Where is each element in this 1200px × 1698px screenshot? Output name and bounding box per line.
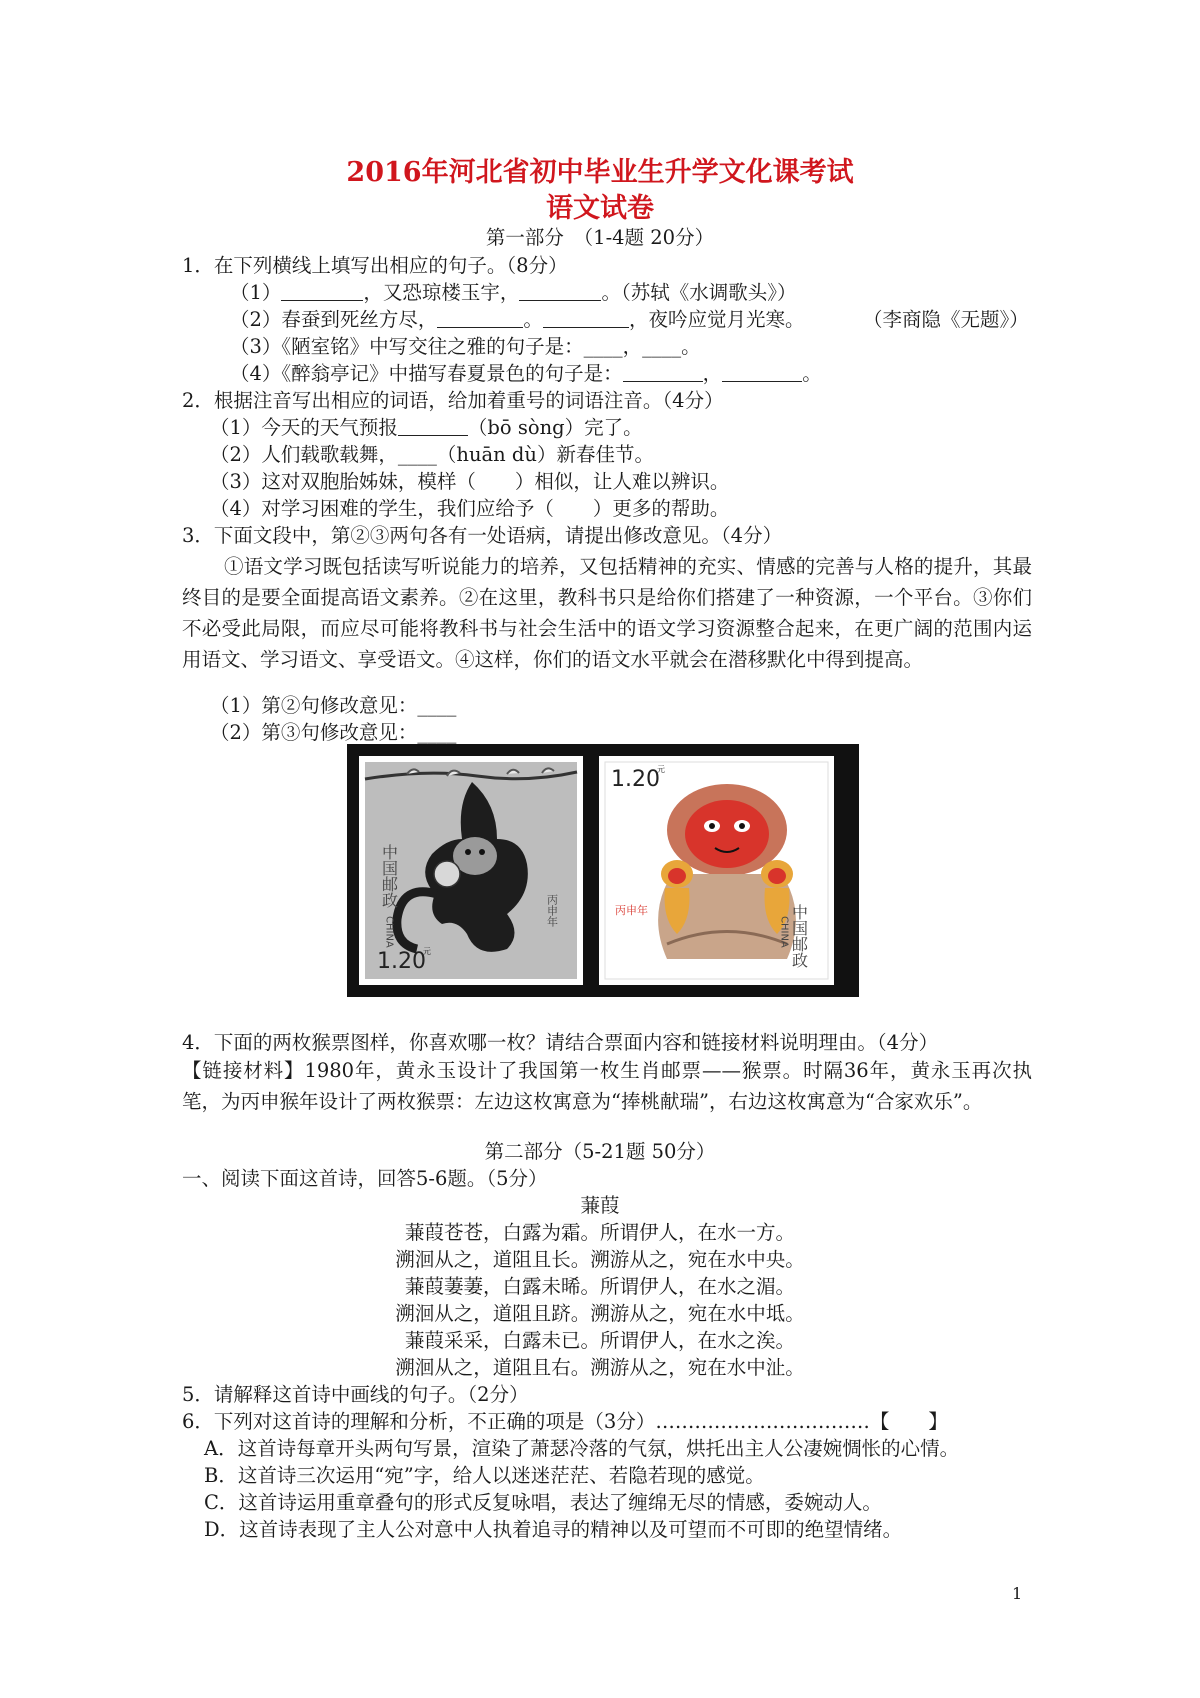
poem-line: 溯洄从之，道阻且跻。溯游从之，宛在水中坻。: [395, 1302, 805, 1325]
q2-item2: （2）人们载歌载舞，____（huān dù）新春佳节。: [210, 443, 654, 466]
q4-material: 【链接材料】1980年，黄永玉设计了我国第一枚生肖邮票——猴票。时隔36年，黄永玉再次执笔，为丙申猴年设计了两枚猴票：左边这枚寓意为“捧桃献瑞”，右边这枚寓意为“合家欢乐”。: [182, 1059, 1032, 1113]
q1-stem: 1．在下列横线上填写出相应的句子。（8分）: [182, 254, 568, 277]
left-stamp-country-en: CHINA: [383, 916, 395, 948]
left-stamp-value: 1.20: [377, 949, 426, 974]
exam-title: 2016年河北省初中毕业生升学文化课考试: [346, 157, 854, 188]
poem-line: 溯洄从之，道阻且长。溯游从之，宛在水中央。: [395, 1248, 805, 1271]
q3-answer1: （1）第②句修改意见：____: [210, 694, 457, 717]
right-stamp: [599, 756, 834, 985]
q1-item2: （2）春蚕到死丝方尽， 。 ，夜吟应觉月光寒。: [230, 308, 805, 331]
q6-option-a: A．这首诗每章开头两句写景，渲染了萧瑟冷落的气氛，烘托出主人公凄婉惆怅的心情。: [204, 1437, 960, 1460]
exam-subtitle: 语文试卷: [546, 193, 654, 224]
q1-item4: （4）《醉翁亭记》中描写春夏景色的句子是： ， 。: [230, 362, 822, 385]
answer-blank[interactable]: [281, 280, 363, 301]
part2-header: 第二部分（5-21题 50分）: [484, 1140, 716, 1163]
answer-blank[interactable]: [623, 361, 703, 382]
poem-line: 蒹葭苍苍，白露为霜。所谓伊人，在水一方。: [404, 1221, 795, 1244]
q3-passage: ①语文学习既包括读写听说能力的培养，又包括精神的充实、情感的完善与人格的提升，其最终目的是要全面提高语文素养。②在这里，教科书只是给你们搭建了一种资源，一个平台。③你们不必受此局限，而应尽可能将教科书与社会生活中的语文学习资源整合起来，在更广阔的范围内运用语文、学习语文、享受语文。④这样，你们的语文水平就会在潜移默化中得到提高。: [182, 555, 1032, 671]
answer-blank[interactable]: [398, 415, 468, 436]
part1-header: 第一部分 （1-4题 20分）: [485, 226, 715, 249]
q5-stem: 5．请解释这首诗中画线的句子。（2分）: [182, 1383, 529, 1406]
q1-item1: （1） ，又恐琼楼玉宇， 。（苏轼《水调歌头》）: [230, 281, 797, 304]
q1-item2-source: （李商隐《无题》）: [863, 308, 1029, 331]
q6-stem: 6．下列对这首诗的理解和分析，不正确的项是（3分）……………………………【 】: [182, 1410, 948, 1433]
stamps-svg: [347, 744, 859, 997]
left-stamp-year: 丙申年: [545, 894, 559, 927]
monkey-stamps-image: [347, 744, 859, 997]
answer-blank[interactable]: [519, 280, 601, 301]
right-stamp-value-unit: 元: [657, 765, 665, 774]
q2-stem: 2．根据注音写出相应的词语，给加着重号的词语注音。（4分）: [182, 389, 724, 412]
poem-line: 蒹葭采采，白露未已。所谓伊人，在水之涘。: [404, 1329, 795, 1352]
left-stamp-country: 中国邮政: [379, 844, 399, 908]
left-stamp-value-unit: 元: [423, 947, 431, 956]
q2-item1: （1）今天的天气预报 （bō sòng）完了。: [210, 416, 643, 439]
right-stamp-country: 中国邮政: [789, 904, 809, 968]
poem-line: 蒹葭萋萋，白露未晞。所谓伊人，在水之湄。: [404, 1275, 795, 1298]
q2-item3: （3）这对双胞胎姊妹，模样（ ）相似，让人难以辨识。: [210, 470, 730, 493]
q2-item4: （4）对学习困难的学生，我们应给予（ ）更多的帮助。: [210, 497, 730, 520]
q6-option-b: B．这首诗三次运用“宛”字，给人以迷迷茫茫、若隐若现的感觉。: [204, 1464, 765, 1487]
poem-line: 溯洄从之，道阻且右。溯游从之，宛在水中沚。: [395, 1356, 805, 1379]
answer-blank[interactable]: [722, 361, 802, 382]
page-number: 1: [1012, 1584, 1023, 1603]
q3-answer2: （2）第③句修改意见：____: [210, 721, 457, 744]
answer-blank[interactable]: [437, 307, 523, 328]
poem-title: 蒹葭: [580, 1194, 620, 1217]
q3-stem: 3．下面文段中，第②③两句各有一处语病，请提出修改意见。（4分）: [182, 524, 783, 547]
answer-blank[interactable]: [543, 307, 629, 328]
right-stamp-year: 丙申年: [615, 904, 648, 917]
q1-item3: （3）《陋室铭》中写交往之雅的句子是：____，____。: [230, 335, 701, 358]
right-stamp-value: 1.20: [611, 767, 660, 792]
q6-option-c: C．这首诗运用重章叠句的形式反复咏唱，表达了缠绵无尽的情感，委婉动人。: [204, 1491, 882, 1514]
q4-stem: 4．下面的两枚猴票图样，你喜欢哪一枚？请结合票面内容和链接材料说明理由。（4分）: [182, 1031, 939, 1054]
section1-heading: 一、阅读下面这首诗，回答5-6题。（5分）: [182, 1167, 548, 1190]
q6-option-d: D．这首诗表现了主人公对意中人执着追寻的精神以及可望而不可即的绝望情绪。: [204, 1518, 903, 1541]
right-stamp-country-en: CHINA: [778, 916, 790, 948]
left-stamp: [359, 756, 583, 985]
